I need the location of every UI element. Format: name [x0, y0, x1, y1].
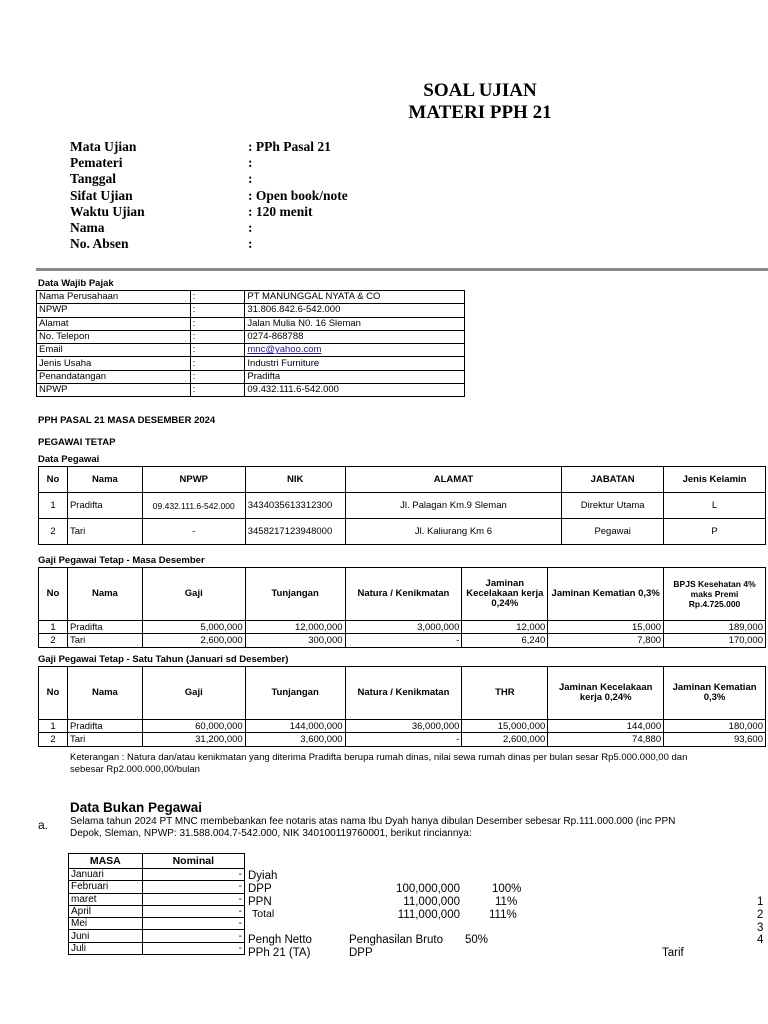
column-header: Jaminan Kecelakaan kerja 0,24% [548, 667, 664, 720]
exam-info-label: Sifat Ujian [70, 188, 133, 203]
table-row [69, 881, 245, 893]
table-cell: : [190, 357, 245, 370]
table-cell: Pradifta [67, 621, 142, 634]
table-header-row [39, 568, 766, 621]
table-cell: 170,000 [664, 634, 766, 647]
column-header: Nominal [142, 854, 244, 869]
exam-info-value: : [248, 171, 253, 186]
table-cell: 36,000,000 [345, 720, 462, 733]
column-header: Gaji [142, 667, 245, 720]
table-row [39, 634, 766, 647]
table-cell: : [190, 304, 245, 317]
table-cell: 144,000,000 [245, 720, 345, 733]
table-cell: : [190, 344, 245, 357]
table-cell: Tari [67, 519, 142, 545]
side-number: 4 [757, 934, 764, 946]
table-cell: No. Telepon [37, 330, 191, 343]
table-cell: Industri Furniture [245, 357, 465, 370]
side-number: 1 [757, 896, 764, 908]
exam-info-label: Waktu Ujian [70, 204, 145, 219]
exam-info-label: No. Absen [70, 236, 129, 251]
table-cell: 31,200,000 [142, 733, 245, 746]
column-header: Jaminan Kecelakaan kerja 0,24% [462, 568, 548, 621]
table-cell: maret [69, 893, 143, 905]
table-cell: : [190, 384, 245, 397]
keterangan-note [70, 752, 768, 776]
page-subtitle: MATERI PPH 21 [408, 102, 552, 123]
table-row [69, 918, 245, 930]
table-cell: Mei [69, 918, 143, 930]
table-cell: Pradifta [245, 370, 465, 383]
wajib-pajak-table [36, 290, 465, 397]
calc-total-label: Total [252, 908, 275, 920]
table-cell: 180,000 [664, 720, 766, 733]
table-cell: L [664, 493, 766, 519]
table-cell: Tari [67, 634, 142, 647]
side-number: 3 [757, 922, 764, 934]
column-header: No [39, 667, 68, 720]
table-cell: - [142, 905, 244, 917]
table-cell: 1 [39, 621, 68, 634]
calc-dpp-pct: 100% [492, 883, 522, 895]
table-row [39, 733, 766, 746]
table-cell: 93,600 [664, 733, 766, 746]
table-cell: Email [37, 344, 191, 357]
data-pegawai-table [38, 466, 766, 545]
table-cell: Direktur Utama [562, 493, 664, 519]
column-header: THR [462, 667, 548, 720]
table-cell: 3,600,000 [245, 733, 345, 746]
table-cell: - [142, 893, 244, 905]
column-header: Nama [67, 467, 142, 493]
exam-info-label: Tanggal [70, 171, 117, 186]
table-cell: - [142, 519, 245, 545]
table-row [37, 370, 465, 383]
gaji-desember-table [38, 567, 766, 648]
column-header: BPJS Kesehatan 4% maks Premi Rp.4.725.000 [664, 568, 766, 621]
column-header: Jenis Kelamin [664, 467, 766, 493]
column-header: Tunjangan [245, 667, 345, 720]
calc-ppn-label: PPN [248, 896, 272, 908]
page-title: SOAL UJIAN [423, 80, 537, 101]
table-cell: Pradifta [67, 493, 142, 519]
column-header: No [39, 568, 68, 621]
table-cell: 2 [39, 519, 68, 545]
calc-dpp-label: DPP [248, 883, 272, 895]
exam-info-value: : [248, 220, 253, 235]
calc-ppn-value: 11,000,000 [403, 896, 460, 908]
table-header-row [39, 467, 766, 493]
section-divider [36, 268, 768, 271]
exam-info-value: : [248, 155, 253, 170]
wajib-pajak-heading: Data Wajib Pajak [38, 278, 114, 289]
table-header-row [39, 667, 766, 720]
table-row [39, 493, 766, 519]
calc-total-value: 111,000,000 [397, 909, 460, 921]
data-pegawai-heading: Data Pegawai [38, 454, 100, 465]
table-cell: 3434035613312300 [245, 493, 345, 519]
column-header: Natura / Kenikmatan [345, 568, 462, 621]
column-header: Gaji [142, 568, 245, 621]
table-cell: 0274-868788 [245, 330, 465, 343]
table-row [69, 893, 245, 905]
exam-info-label: Nama [70, 220, 105, 235]
exam-info-label: Pemateri [70, 155, 123, 170]
bukan-pegawai-description [70, 816, 675, 840]
keterangan-line: Keterangan : Natura dan/atau kenikmatan yang diterima Pradifta berupa rumah dinas, nilai sewa rumah dinas per bulan sesar Rp5.000.000,00 dan [70, 752, 688, 763]
table-row [37, 330, 465, 343]
table-row [69, 930, 245, 942]
table-cell: Januari [69, 869, 143, 881]
table-row [37, 304, 465, 317]
table-cell: - [142, 869, 244, 881]
table-cell: 3,000,000 [345, 621, 462, 634]
calc-pengh-bruto: Penghasilan Bruto [349, 934, 443, 946]
column-header: No [39, 467, 68, 493]
table-cell: : [190, 330, 245, 343]
table-header-row [69, 854, 245, 869]
table-cell: - [345, 733, 462, 746]
table-row [69, 869, 245, 881]
column-header: NIK [245, 467, 345, 493]
table-cell: 5,000,000 [142, 621, 245, 634]
email-link[interactable]: mnc@yahoo.com [247, 344, 322, 356]
column-header: Jaminan Kematian 0,3% [664, 667, 766, 720]
description-line: Depok, Sleman, NPWP: 31.588.004.7-542.000, NIK 340100119760001, berikut rinciannya: [70, 828, 472, 839]
table-cell: Juli [69, 942, 143, 954]
table-cell: 15,000 [548, 621, 664, 634]
calc-pengh-netto: Pengh Netto [248, 934, 312, 946]
calc-bruto-pct: 50% [465, 934, 489, 946]
column-header: NPWP [142, 467, 245, 493]
table-cell: - [142, 942, 244, 954]
column-header: JABATAN [562, 467, 664, 493]
table-cell: - [142, 918, 244, 930]
table-row [37, 357, 465, 370]
table-cell: NPWP [37, 304, 191, 317]
column-header: Jaminan Kematian 0,3% [548, 568, 664, 621]
table-cell: Alamat [37, 317, 191, 330]
table-cell: 12,000,000 [245, 621, 345, 634]
table-row [69, 942, 245, 954]
table-row [37, 384, 465, 397]
table-cell: 09.432.111.6-542.000 [245, 384, 465, 397]
table-cell: - [142, 881, 244, 893]
table-cell: Pegawai [562, 519, 664, 545]
pegawai-tetap-heading: PEGAWAI TETAP [38, 437, 116, 448]
table-row [69, 905, 245, 917]
table-cell: 144,000 [548, 720, 664, 733]
table-cell [245, 344, 465, 357]
table-cell: 2,600,000 [462, 733, 548, 746]
table-cell: Pradifta [67, 720, 142, 733]
table-cell: 189,000 [664, 621, 766, 634]
table-row [37, 317, 465, 330]
calc-total-pct: 111% [489, 909, 517, 921]
table-cell: Penandatangan [37, 370, 191, 383]
table-cell: Jalan Mulia N0. 16 Sleman [245, 317, 465, 330]
table-cell: Juni [69, 930, 143, 942]
gaji-desember-heading: Gaji Pegawai Tetap - Masa Desember [38, 555, 205, 566]
table-row [39, 621, 766, 634]
table-cell: : [190, 291, 245, 304]
table-cell: 300,000 [245, 634, 345, 647]
table-row [39, 720, 766, 733]
table-cell: : [190, 370, 245, 383]
table-cell: 6,240 [462, 634, 548, 647]
exam-info-value: : [248, 236, 253, 251]
table-cell: 1 [39, 720, 68, 733]
table-cell: - [345, 634, 462, 647]
keterangan-line: sebesar Rp2.000.000,00/bulan [70, 764, 200, 775]
column-header: MASA [69, 854, 143, 869]
table-cell: 3458217123948000 [245, 519, 345, 545]
table-cell: Jl. Kaliurang Km 6 [345, 519, 562, 545]
table-cell: 1 [39, 493, 68, 519]
table-cell: 74,880 [548, 733, 664, 746]
table-row [37, 291, 465, 304]
table-row [39, 519, 766, 545]
table-cell: Nama Perusahaan [37, 291, 191, 304]
table-cell: 7,800 [548, 634, 664, 647]
masa-table [68, 853, 245, 955]
gaji-setahun-heading: Gaji Pegawai Tetap - Satu Tahun (Januari sd Desember) [38, 654, 289, 665]
table-row [37, 344, 465, 357]
table-cell: Tari [67, 733, 142, 746]
table-cell: : [190, 317, 245, 330]
item-marker: a. [38, 818, 49, 832]
column-header: ALAMAT [345, 467, 562, 493]
column-header: Nama [67, 667, 142, 720]
exam-info-value: : 120 menit [248, 204, 313, 219]
gaji-setahun-table [38, 666, 766, 747]
table-cell: 15,000,000 [462, 720, 548, 733]
bukan-pegawai-heading: Data Bukan Pegawai [70, 800, 203, 815]
side-number: 2 [757, 909, 764, 921]
table-cell: 60,000,000 [142, 720, 245, 733]
section-heading: PPH PASAL 21 MASA DESEMBER 2024 [38, 415, 216, 426]
table-cell: PT MANUNGGAL NYATA & CO [245, 291, 465, 304]
table-cell: 2,600,000 [142, 634, 245, 647]
table-cell: NPWP [37, 384, 191, 397]
column-header: Natura / Kenikmatan [345, 667, 462, 720]
calc-dpp-value: 100,000,000 [396, 883, 460, 895]
column-header: Nama [67, 568, 142, 621]
table-cell: - [142, 930, 244, 942]
table-cell: P [664, 519, 766, 545]
table-cell: 2 [39, 634, 68, 647]
calc-name: Dyiah [248, 870, 278, 882]
table-cell: Jenis Usaha [37, 357, 191, 370]
exam-info-value: : Open book/note [248, 188, 348, 203]
table-cell: 09.432.111.6-542.000 [142, 493, 245, 519]
calc-pph21-label: PPh 21 (TA) [248, 947, 311, 959]
description-line: Selama tahun 2024 PT MNC membebankan fee notaris atas nama Ibu Dyah hanya dibulan Desember sebesar Rp.111.000.000 (inc PPN [70, 816, 676, 827]
table-cell: April [69, 905, 143, 917]
table-cell: 2 [39, 733, 68, 746]
exam-info-label: Mata Ujian [70, 139, 137, 154]
column-header: Tunjangan [245, 568, 345, 621]
exam-info-value: : PPh Pasal 21 [248, 139, 331, 154]
calc-tarif-label: Tarif [662, 947, 684, 959]
table-cell: Jl. Palagan Km.9 Sleman [345, 493, 562, 519]
calc-dpp2-label: DPP [349, 947, 373, 959]
table-cell: 12,000 [462, 621, 548, 634]
calc-ppn-pct: 11% [495, 896, 518, 908]
table-cell: 31.806.842.6-542.000 [245, 304, 465, 317]
table-cell: Februari [69, 881, 143, 893]
